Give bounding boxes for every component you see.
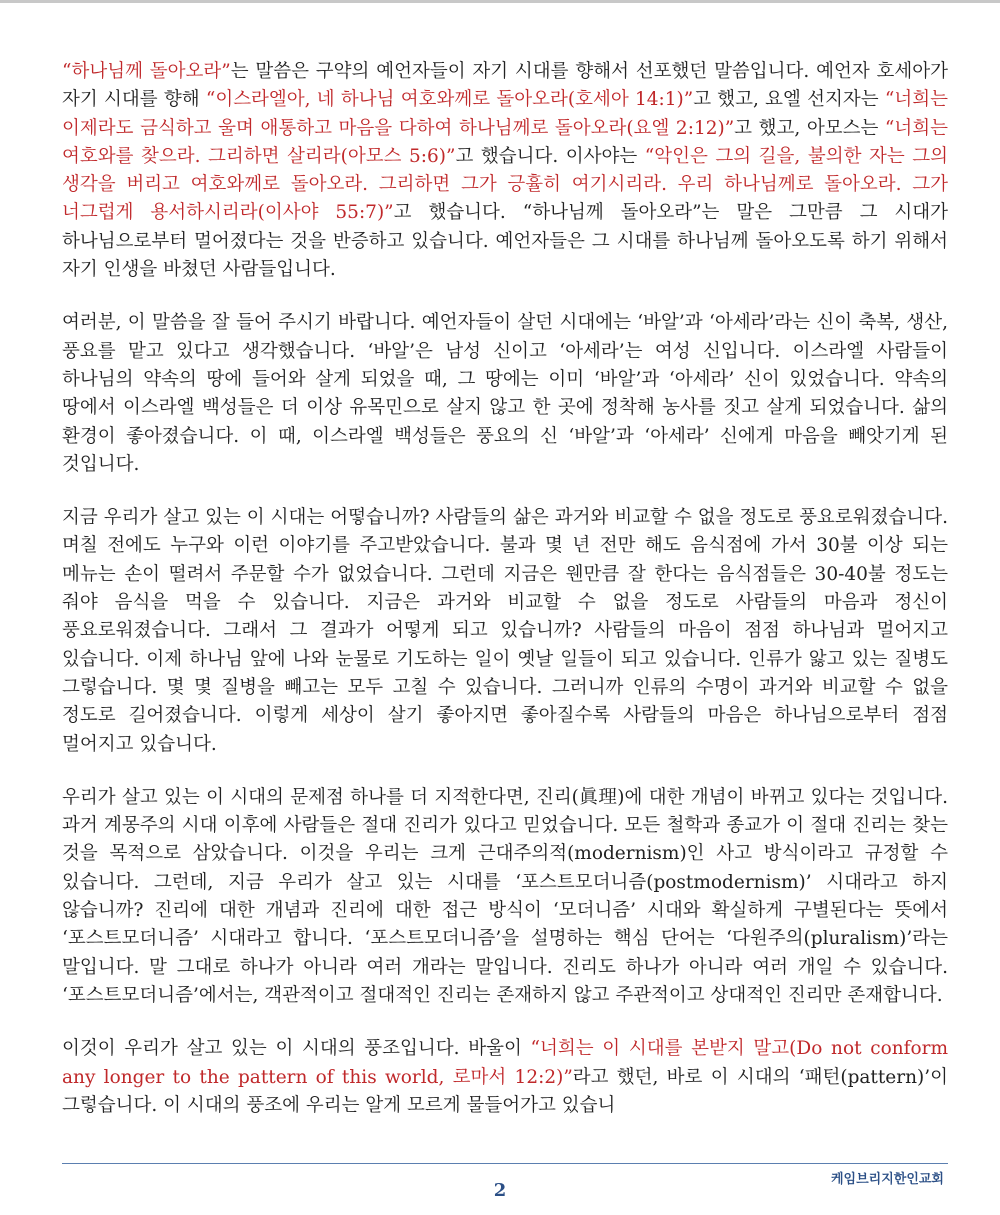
scripture-quote: “너희는 여호와를 찾으라. 그리하면 살리라(아모스 5:6)” [62,117,948,167]
footer-rule [62,1163,948,1164]
text-run: 여러분, 이 말씀을 잘 들어 주시기 바랍니다. 예언자들이 살던 시대에는 ‘바알’과 ‘아세라’라는 신이 축복, 생산, 풍요를 맡고 있다고 생각했습니다. ‘바알’은 남성 신이고 ‘아세라’는 여성 신입니다. 이스라엘 사람들이 하나님의 약속의 땅에 들어와 살게 되었을 때, 그 땅에는 이미 ‘바알’과 ‘아세라’ 신이 있었습니다. 약속의 땅에서 이스라엘 백성들은 더 이상 유목민으로 살지 않고 한 곳에 정착해 농사를 짓고 살게 되었습니다. 삶의 환경이 좋아졌습니다. 이 때, 이스라엘 백성들은 풍요의 신 ‘바알’과 ‘아세라’ 신에게 마음을 빼앗기게 된 것입니다. [62,312,948,475]
text-run: 고 했습니다. “하나님께 돌아오라”는 말은 그만큼 그 시대가 하나님으로부터 멀어졌다는 것을 반증하고 있습니다. 예언자들은 그 시대를 하나님께 돌아오도록 하기 위해서 자기 인생을 바쳤던 사람들입니다. [62,202,949,281]
document-body [62,58,948,1145]
paragraph [62,58,948,284]
text-run: 고 했습니다. 이사야는 [455,145,645,167]
paragraph [62,309,948,479]
church-name: 케임브리지한인교회 [830,1172,944,1187]
scripture-quote: “이스라엘아, 네 하나님 여호와께로 돌아오라(호세아 14:1)” [205,89,694,111]
scripture-quote: “악인은 그의 길을, 불의한 자는 그의 생각을 버리고 여호와께로 돌아오라. 그리하면 그가 긍휼히 여기시리라. 우리 하나님께로 돌아오라. 그가 너그럽게 용서하시리라(이사야 55:7)” [62,145,948,224]
text-run: 는 말씀은 구약의 예언자들이 자기 시대를 향해서 선포했던 말씀입니다. 예언자 호세아가 자기 시대를 향해 [62,61,949,111]
page-number: 2 [493,1180,507,1201]
paragraph [62,784,948,1010]
paragraph [62,504,948,759]
top-rule [0,0,1000,3]
scripture-quote: “너희는 이제라도 금식하고 울며 애통하고 마음을 다하여 하나님께로 돌아오라(요엘 2:12)” [62,89,948,139]
text-run: 라고 했던, 바로 이 시대의 ‘패턴(pattern)’이 그렇습니다. 이 시대의 풍조에 우리는 알게 모르게 물들어가고 있습니 [62,1066,948,1116]
text-run: 이것이 우리가 살고 있는 이 시대의 풍조입니다. 바울이 [62,1038,531,1060]
text-run: 고 했고, 아모스는 [734,117,885,139]
scripture-quote: “하나님께 돌아오라” [62,61,231,82]
text-run: 지금 우리가 살고 있는 이 시대는 어떻습니까? 사람들의 삶은 과거와 비교할 수 없을 정도로 풍요로워졌습니다. 며칠 전에도 누구와 이런 이야기를 주고받았습니다. 불과 몇 년 전만 해도 음식점에 가서 30불 이상 되는 메뉴는 손이 떨려서 주문할 수가 없었습니다. 그런데 지금은 웬만큼 잘 한다는 음식점들은 30-40불 정도는 줘야 음식을 먹을 수 있습니다. 지금은 과거와 비교할 수 없을 정도로 사람들의 마음과 정신이 풍요로워졌습니다. 그래서 그 결과가 어떻게 되고 있습니까? 사람들의 마음이 점점 하나님과 멀어지고 있습니다. 이제 하나님 앞에 나와 눈물로 기도하는 일이 옛날 일들이 되고 있습니다. 인류가 앓고 있는 질병도 그렇습니다. 몇 몇 질병을 빼고는 모두 고칠 수 있습니다. 그러니까 인류의 수명이 과거와 비교할 수 없을 정도로 길어졌습니다. 이렇게 세상이 살기 좋아지면 좋아질수록 사람들의 마음은 하나님으로부터 점점 멀어지고 있습니다. [62,507,948,755]
text-run: 우리가 살고 있는 이 시대의 문제점 하나를 더 지적한다면, 진리(眞理)에 대한 개념이 바뀌고 있다는 것입니다. 과거 계몽주의 시대 이후에 사람들은 절대 진리가 있다고 믿었습니다. 모든 철학과 종교가 이 절대 진리는 찾는 것을 목적으로 삼았습니다. 이것을 우리는 크게 근대주의적(modernism)인 사고 방식이라고 규정할 수 있습니다. 그런데, 지금 우리가 살고 있는 시대를 ‘포스트모더니즘(postmodernism)’ 시대라고 하지 않습니까? 진리에 대한 개념과 진리에 대한 접근 방식이 ‘모더니즘’ 시대와 확실하게 구별된다는 뜻에서 ‘포스트모더니즘’ 시대라고 합니다. ‘포스트모더니즘’을 설명하는 핵심 단어는 ‘다원주의(pluralism)’라는 말입니다. 말 그대로 하나가 아니라 여러 개라는 말입니다. 진리도 하나가 아니라 여러 개일 수 있습니다. ‘포스트모더니즘’에서는, 객관적이고 절대적인 진리는 존재하지 않고 주관적이고 상대적인 진리만 존재합니다. [62,786,948,1006]
scripture-quote: “너희는 이 시대를 본받지 말고(Do not conform any longer to the pattern of this world, 로마서 12:2)” [62,1038,949,1088]
text-run: 고 했고, 요엘 선지자는 [693,89,885,111]
paragraph [62,1035,948,1120]
